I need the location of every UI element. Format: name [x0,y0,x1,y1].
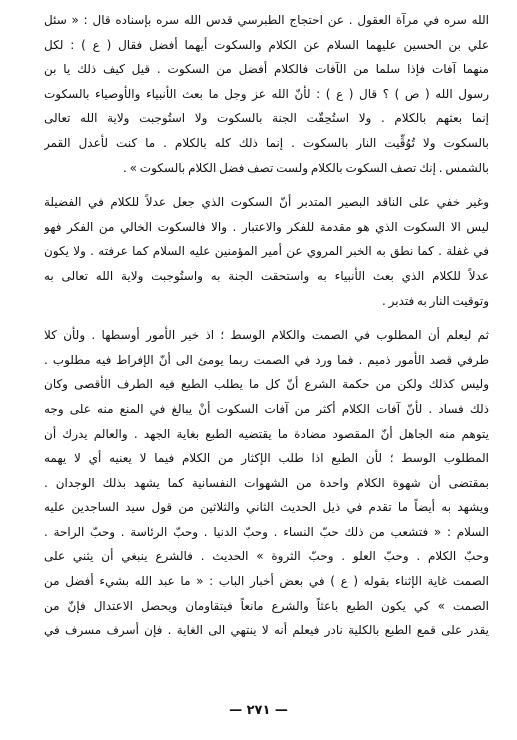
text-line: السلام : « فتشعب من ذلك حبّ النساء . وحبّ الدنيا . وحبّ الرئاسة . وحبّ الراحة . [44,524,489,539]
text-line: بالشمس . إنك تصف السكوت بالكلام ولست تصف فضل الكلام بالسكوت » . [122,160,489,175]
text-line: ثم ليعلم أن المطلوب في الصمت والكلام الوسط ؛ اذ خير الأمور أوسطها . ولأن كلا [44,328,489,343]
paragraph-2 [44,190,489,313]
text-line: المطلوب الوسط ؛ لأن الطبع اذا طلب الإكثار من الكلام فيما لا يعنيه أي لا يهمه [44,451,489,466]
text-line: وحبّ الكلام . وحبّ العلو . وحبّ الثروة » الحديث . فالشرع ينبغي أن يثني على [44,549,489,564]
text-line: الصمت » كي يكون الطبع باعثاً والشرع مانعاً فيتقاومان ويحصل الاعتدال فإنّ من [44,598,489,613]
text-line: علي بن الحسين عليهما السلام عن الكلام والسكوت أيهما أفضل فقال ( ع ) : لكل [44,37,489,52]
text-line: ويشهد به أيضاً ما تقدم في ذيل الحديث الثاني والثلاثين من قول سيد الساجدين عليه [44,500,489,515]
paragraph-1 [44,8,489,180]
text-line: ذلك فساد . لأنّ آفات الكلام أكثر من آفات السكوت أنْ يبالغ في المنع منه على وجه [44,401,489,416]
paragraph-3 [44,323,489,643]
text-line: الصمت غاية الإثناء بقوله ( ع ) في بعض أخبار الباب : « ما عبد الله بشيء أفضل من [44,574,489,589]
text-line: يقدر على قمع الطبع بالكلية نادر فيعلم أنه لا ينتهي الى الغاية . فإن أسرف مسرف في [44,623,489,638]
text-line: بمقتضى أن شهوة الكلام واحدة من الشهوات النفسانية كما يشهد بذلك الوجدان . [44,475,489,490]
text-line: منهما آفات فإذا سلما من الآفات فالكلام أفضل من السكوت . قيل كيف ذلك يا بن [44,62,489,77]
text-line: رسول الله ( ص ) ؟ قال ( ع ) : لأنّ الله عز وجل ما بعث الأنبياء والأوصياء بالسكوت [44,86,489,101]
text-line: وغير خفي على الناقد البصير المتدبر أنّ السكوت الذي جعل عدلاً للكلام في الفضيلة [44,195,489,210]
text-line: عدلاً للكلام الذي بعث الأنبياء به واستحقت الجنة به واستُوجبت ولاية الله تعالى به [44,268,489,283]
text-line: الله سره في مرآة العقول . عن احتجاج الطبرسي قدس الله سره بإسناده قال : « سئل [44,13,489,27]
text-line: يتوهم منه الجاهل أنّ المقصود مضادة ما يقتضيه الطبع بغاية الجهد . والعالم يدرك أن [44,426,489,441]
text-line: وتوقيت النار به فتدبر . [382,293,489,308]
text-line: في غفلة . كما نطق به الخبر المروي عن أمير المؤمنين عليه السلام كما عرفته . ولا يكون [44,244,489,259]
page-body [44,8,489,643]
text-line: وليس كذلك ولكن من حكمة الشرع أنّ كل ما يطلب الطبع فيه الطرف الأقصى وكان [44,377,489,392]
text-line: بالسكوت ولا تُوُقِّيت النار بالسكوت . إنما ذلك كله بالكلام . ما كنت لأعدل القمر [44,135,489,150]
text-line: إنما بعثهم بالكلام . ولا استُحِقّت الجنة بالسكوت ولا استُوجبت ولاية الله تعالى [44,111,489,126]
text-line: ليس الا السكوت الذي هو مقدمة للفكر والاعتبار . والا فالسكوت الخالي من الفكر فهو [44,219,489,234]
page-number: — ٢٧١ — [229,703,288,718]
text-line: طرفي قصد الأمور ذميم . فما ورد في الصمت ربما يومئ الى أنّ الإفراط فيه مطلوب . [44,352,489,367]
